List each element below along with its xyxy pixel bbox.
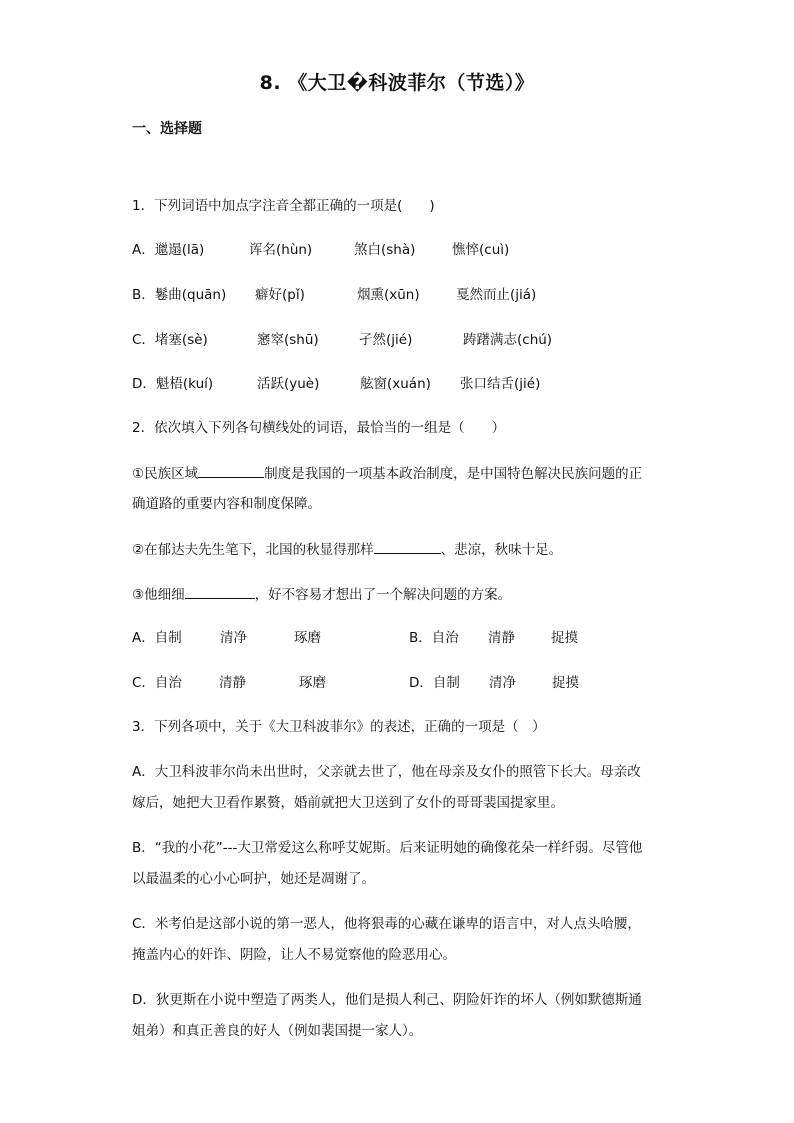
q2-s2-text-a: ②在郁达夫先生笔下，北国的秋显得那样 [132,542,374,558]
q2-a-word-2: 清净 [220,630,247,646]
q3-option-b-line-2: 以最温柔的心小心呵护，她还是凋谢了。 [132,871,375,887]
q2-s3-text-a: ③他细细 [132,587,185,603]
q2-sentence-1-line-2: 确道路的重要内容和制度保障。 [132,496,321,512]
q1-c-word-2: 窸窣(shū) [257,332,319,348]
q2-d-word-3: 捉摸 [552,675,579,691]
q3-option-d-line-1: D．狄更斯在小说中塑造了两类人，他们是损人利己、阴险奸诈的坏人（例如默德斯通 [132,992,642,1008]
q2-b-word-1: B．自治 [409,630,459,646]
q2-d-word-2: 清净 [489,675,516,691]
q2-s3-text-b: ，好不容易才想出了一个解决问题的方案。 [254,587,512,603]
q2-sentence-2 [132,539,562,560]
q2-a-word-1: A．自制 [132,630,182,646]
q1-b-word-2: 癖好(pǐ) [255,287,305,303]
q1-a-word-1: A．邋遢(lā) [132,242,205,258]
q1-a-word-2: 诨名(hùn) [249,242,313,258]
q2-s1-text-a: ①民族区域 [132,466,199,482]
q1-b-word-4: 戛然而止(jiá) [456,287,537,303]
q1-a-word-3: 煞白(shà) [354,242,416,258]
q1-d-word-2: 活跃(yuè) [257,376,320,392]
q1-c-word-4: 踌躇满志(chú) [463,332,553,348]
q2-c-word-3: 琢磨 [299,675,326,691]
q2-blank-3 [185,584,255,599]
q3-option-b-line-1: B．“我的小花”---大卫常爱这么称呼艾妮斯。后来证明她的确像花朵一样纤弱。尽管他 [132,840,643,856]
q1-b-word-1: B．鬈曲(quān) [132,287,227,303]
q1-c-word-3: 孑然(jié) [359,332,413,348]
q3-option-a-line-1: A．大卫科波菲尔尚未出世时，父亲就去世了，他在母亲及女仆的照管下长大。母亲改 [132,764,641,780]
question-2-stem: 2．依次填入下列各句横线处的词语，最恰当的一组是（ ） [132,420,506,436]
q3-option-c-line-1: C．米考伯是这部小说的第一恶人，他将狠毒的心藏在谦卑的语言中，对人点头哈腰， [132,916,641,932]
q1-d-word-4: 张口结舌(jié) [460,376,541,392]
q3-option-a-line-2: 嫁后，她把大卫看作累赘，婚前就把大卫送到了女仆的哥哥裴国提家里。 [132,795,564,811]
page-title: 8. 《大卫�科波菲尔（节选）》 [259,72,535,94]
q2-b-word-3: 捉摸 [551,630,578,646]
q2-d-word-1: D．自制 [409,675,460,691]
q3-option-d-line-2: 姐弟）和真正善良的好人（例如裴国提一家人）。 [132,1023,423,1039]
question-3-stem: 3．下列各项中，关于《大卫科波菲尔》的表述，正确的一项是（ ） [132,719,546,735]
q2-s1-text-b: 制度是我国的一项基本政治制度，是中国特色解决民族问题的正 [264,466,643,482]
q1-d-word-3: 舷窗(xuán) [360,376,431,392]
q1-b-word-3: 烟熏(xūn) [357,287,420,303]
q2-c-word-1: C．自治 [132,675,182,691]
q2-sentence-3 [132,584,511,605]
q1-a-word-4: 憔悴(cuì) [452,242,510,258]
section-heading: 一、选择题 [132,121,202,137]
q1-d-word-1: D．魁梧(kuí) [132,376,214,392]
q2-c-word-2: 清静 [219,675,246,691]
q2-a-word-3: 琢磨 [294,630,321,646]
q1-c-word-1: C．堵塞(sè) [132,332,208,348]
q2-blank-2 [374,539,441,554]
q2-s2-text-b: 、悲凉，秋味十足。 [440,542,563,558]
q2-sentence-1-line-1 [132,463,642,484]
question-1-stem: 1．下列词语中加点字注音全都正确的一项是( ) [132,198,435,214]
q2-b-word-2: 清静 [488,630,515,646]
q2-blank-1 [198,463,264,478]
q3-option-c-line-2: 掩盖内心的奸诈、阴险，让人不易觉察他的险恶用心。 [132,947,456,963]
